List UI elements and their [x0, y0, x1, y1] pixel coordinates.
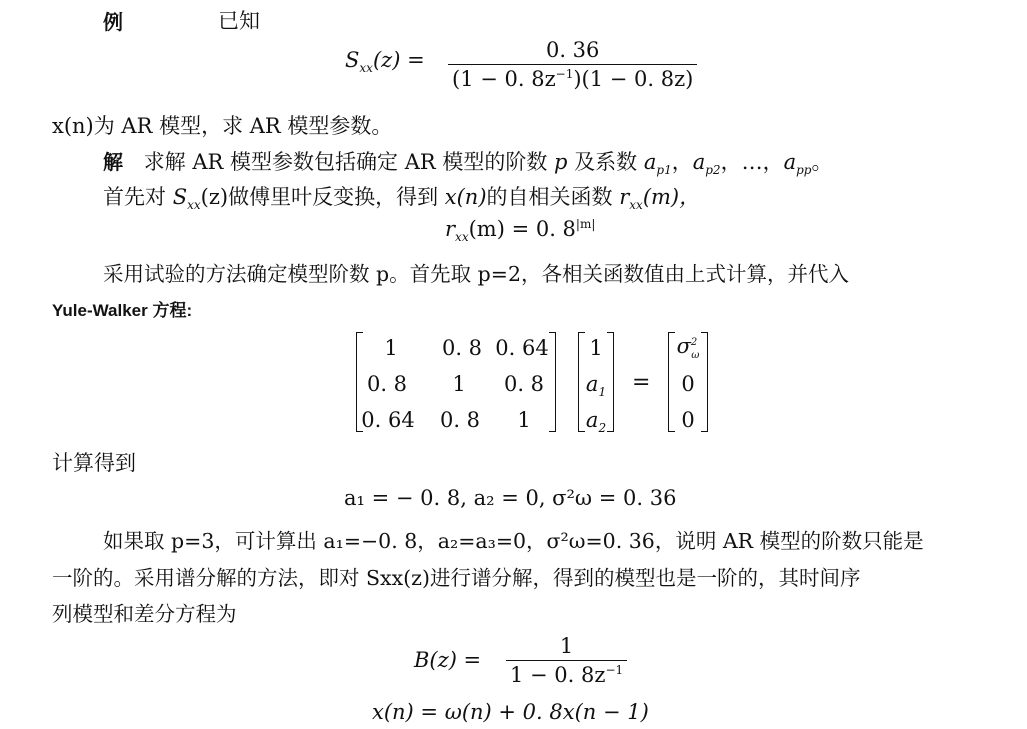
sxx-S: S — [345, 48, 360, 72]
rxx-sub: xx — [455, 230, 469, 245]
model-line: x(n)为 AR 模型，求 AR 模型参数。 — [52, 114, 393, 138]
bz-numerator: 1 — [559, 634, 574, 658]
rxx-r: r — [445, 217, 456, 241]
sxx-fraction — [448, 38, 697, 91]
solution-label: 解 — [103, 152, 123, 174]
solution-end: 。 — [811, 150, 833, 174]
sxx-den-a: (1 − 0. 8z — [452, 67, 556, 91]
sxx-sub: xx — [359, 61, 373, 76]
result-label: 计算得到 — [52, 451, 136, 475]
given-text: 已知 — [218, 9, 260, 33]
matrix-cell: 0. 8 — [441, 336, 483, 360]
p3-line2: 一阶的。采用谱分解的方法，即对 Sxx(z)进行谱分解，得到的模型也是一阶的，其时间序 — [52, 566, 861, 590]
vector-cell: 1 — [589, 336, 603, 360]
bz-den-sup: −1 — [605, 663, 624, 677]
matrix-cell: 1 — [384, 336, 398, 360]
coef-3-sub: pp — [796, 163, 812, 178]
matrix-cell: 0. 64 — [495, 336, 549, 360]
yule-walker-label: Yule-Walker 方程: — [52, 301, 193, 320]
coef-3: a — [783, 150, 797, 174]
coef-1-sub: p1 — [656, 163, 672, 178]
sxx-den-sup: −1 — [555, 67, 574, 81]
first-a: 首先对 — [103, 185, 166, 209]
coef-2-sub: p2 — [705, 163, 721, 178]
rhs-cell: 0 — [681, 408, 695, 432]
rhs-cell: 0 — [681, 372, 695, 396]
rhs-vector — [668, 332, 708, 432]
matrix-cell: 0. 64 — [361, 408, 415, 432]
sxx-numerator: 0. 36 — [545, 38, 600, 62]
first-c: 的自相关函数 — [486, 185, 613, 209]
bz-fraction — [506, 634, 627, 687]
bz-denominator: 1 − 0. 8z — [510, 663, 606, 687]
solution-p: p — [554, 150, 568, 174]
autocorr-matrix — [356, 332, 556, 432]
first-line — [103, 181, 700, 212]
matrix-cell: 1 — [517, 408, 531, 432]
coef-1: a — [643, 150, 657, 174]
coef-2: a — [692, 150, 706, 174]
first-b: (z)做傅里叶反变换，得到 — [200, 185, 439, 209]
first-x: x(n) — [444, 185, 487, 209]
result-equation: a₁ = − 0. 8, a₂ = 0, σ²ω = 0. 36 — [344, 486, 677, 510]
first-r: r — [619, 185, 630, 209]
matrix-cell: 0. 8 — [439, 408, 481, 432]
matrix-cell: 0. 8 — [503, 372, 545, 396]
rhs-cell: $\sigma^2_\omega$ — [676, 334, 700, 362]
matrix-cell: 1 — [452, 372, 466, 396]
sxx-arg: (z) = — [372, 48, 425, 72]
vector-cell: $a_1$ — [585, 372, 607, 400]
sxx-equation — [345, 48, 425, 75]
matrix-equals: = — [632, 370, 651, 395]
p3-line3: 列模型和差分方程为 — [52, 602, 237, 626]
solution-text-a: 求解 AR 模型参数包括确定 AR 模型的阶数 — [143, 150, 548, 174]
vector-cell: $a_2$ — [585, 408, 607, 436]
ellipsis: ，…， — [720, 150, 784, 174]
first-S: S — [172, 185, 188, 209]
p3-line1: 如果取 p=3，可计算出 a₁=−0. 8，a₂=a₃=0，σ²ω=0. 36，说明 AR 模型的阶数只能是 — [103, 529, 924, 553]
rxx-sup: |m| — [575, 217, 596, 231]
first-d: (m)， — [642, 185, 701, 209]
first-r-sub: xx — [629, 198, 643, 213]
bz-lhs — [414, 648, 481, 672]
difference-equation: x(n) = ω(n) + 0. 8x(n − 1) — [372, 700, 649, 724]
rxx-rest: (m) = 0. 8 — [468, 217, 576, 241]
trial-line: 采用试验的方法确定模型阶数 p。首先取 p=2，各相关函数值由上式计算，并代入 — [103, 262, 849, 286]
example-label: 例 — [103, 12, 123, 34]
solution-line: 解 求解 AR 模型参数包括确定 AR 模型的阶数 p 及系数 $a_{p1}$，$a_{p2}$，…，$a_{pp}$。 — [103, 150, 833, 178]
solution-text-b: 及系数 — [574, 150, 638, 174]
bz-lhs-text: B(z) = — [414, 648, 482, 672]
coef-vector — [578, 332, 614, 436]
first-S-sub: xx — [187, 198, 201, 213]
sxx-den-b: )(1 − 0. 8z) — [573, 67, 694, 91]
matrix-cell: 0. 8 — [366, 372, 408, 396]
rxx-equation — [445, 217, 595, 244]
